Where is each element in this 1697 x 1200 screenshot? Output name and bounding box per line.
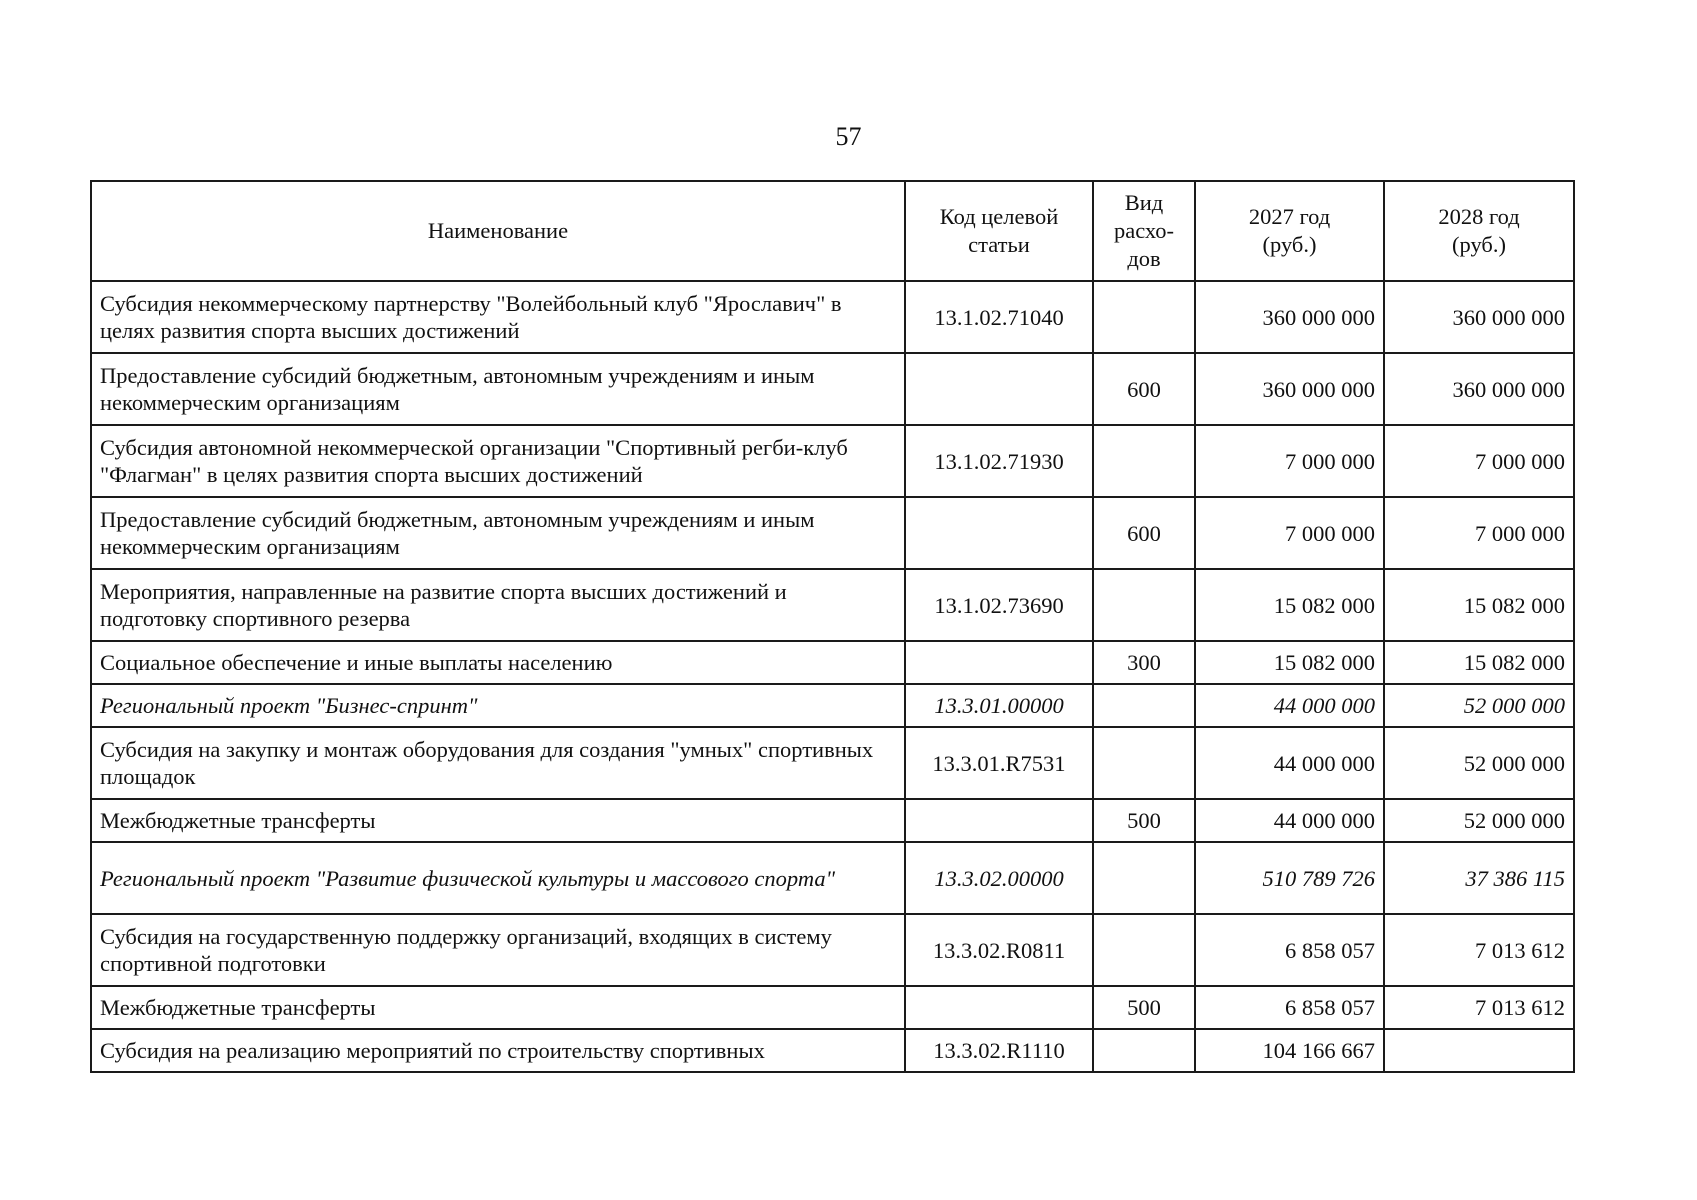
row-2028: 7 013 612 [1384, 986, 1574, 1029]
row-2028: 7 000 000 [1384, 497, 1574, 569]
row-2027: 360 000 000 [1195, 353, 1384, 425]
table-row-regional-project [91, 842, 1574, 914]
row-vid [1093, 727, 1195, 799]
budget-table [90, 180, 1575, 1073]
row-vid [1093, 281, 1195, 353]
row-name: Региональный проект "Развитие физической культуры и массового спорта" [91, 842, 905, 914]
row-code: 13.3.01.R7531 [905, 727, 1093, 799]
row-vid: 600 [1093, 497, 1195, 569]
row-name: Мероприятия, направленные на развитие спорта высших достижений и подготовку спортивного резерва [91, 569, 905, 641]
row-name: Межбюджетные трансферты [91, 986, 905, 1029]
table-row [91, 569, 1574, 641]
row-2027: 44 000 000 [1195, 684, 1384, 727]
row-code: 13.3.02.R1110 [905, 1029, 1093, 1072]
header-code-label: Код целевой статьи [939, 204, 1059, 257]
row-code [905, 353, 1093, 425]
page-number: 57 [835, 122, 862, 151]
table-row [91, 497, 1574, 569]
row-vid: 500 [1093, 799, 1195, 842]
row-code: 13.3.02.R0811 [905, 914, 1093, 986]
table-row [91, 641, 1574, 684]
table-row [91, 799, 1574, 842]
header-2028 [1384, 181, 1574, 281]
row-code: 13.1.02.71930 [905, 425, 1093, 497]
row-code: 13.1.02.71040 [905, 281, 1093, 353]
row-name: Субсидия на государственную поддержку организаций, входящих в систему спортивной подготовки [91, 914, 905, 986]
row-code [905, 497, 1093, 569]
row-2027: 15 082 000 [1195, 641, 1384, 684]
row-vid [1093, 842, 1195, 914]
table-row [91, 281, 1574, 353]
row-2028: 37 386 115 [1384, 842, 1574, 914]
table-row [91, 914, 1574, 986]
row-2027: 6 858 057 [1195, 986, 1384, 1029]
row-code: 13.3.01.00000 [905, 684, 1093, 727]
table-header-row [91, 181, 1574, 281]
row-2028: 15 082 000 [1384, 641, 1574, 684]
row-name: Региональный проект "Бизнес-спринт" [91, 684, 905, 727]
table-row [91, 425, 1574, 497]
row-vid: 500 [1093, 986, 1195, 1029]
row-2027: 15 082 000 [1195, 569, 1384, 641]
row-2028: 360 000 000 [1384, 353, 1574, 425]
row-2027: 6 858 057 [1195, 914, 1384, 986]
row-vid [1093, 1029, 1195, 1072]
table-row [91, 727, 1574, 799]
table-row [91, 353, 1574, 425]
row-code: 13.3.02.00000 [905, 842, 1093, 914]
row-vid: 300 [1093, 641, 1195, 684]
row-2027: 104 166 667 [1195, 1029, 1384, 1072]
table-row [91, 986, 1574, 1029]
row-name: Предоставление субсидий бюджетным, автономным учреждениям и иным некоммерческим организациям [91, 497, 905, 569]
table-row-regional-project [91, 684, 1574, 727]
header-code [905, 181, 1093, 281]
header-name: Наименование [91, 181, 905, 281]
row-2027: 510 789 726 [1195, 842, 1384, 914]
row-code [905, 986, 1093, 1029]
row-2027: 7 000 000 [1195, 425, 1384, 497]
row-vid [1093, 569, 1195, 641]
row-name: Субсидия на реализацию мероприятий по строительству спортивных [91, 1029, 905, 1072]
row-code [905, 641, 1093, 684]
header-2028-label: 2028 год (руб.) [1438, 204, 1520, 257]
row-name: Межбюджетные трансферты [91, 799, 905, 842]
row-2028: 7 000 000 [1384, 425, 1574, 497]
row-name: Субсидия на закупку и монтаж оборудования для создания "умных" спортивных площадок [91, 727, 905, 799]
row-vid [1093, 914, 1195, 986]
row-vid: 600 [1093, 353, 1195, 425]
row-name: Предоставление субсидий бюджетным, автономным учреждениям и иным некоммерческим организациям [91, 353, 905, 425]
row-2028: 7 013 612 [1384, 914, 1574, 986]
row-name: Социальное обеспечение и иные выплаты населению [91, 641, 905, 684]
header-2027-label: 2027 год (руб.) [1248, 204, 1331, 257]
row-2028: 52 000 000 [1384, 799, 1574, 842]
header-vid [1093, 181, 1195, 281]
row-2028 [1384, 1029, 1574, 1072]
row-vid [1093, 684, 1195, 727]
row-2028: 52 000 000 [1384, 727, 1574, 799]
row-2028: 15 082 000 [1384, 569, 1574, 641]
row-2028: 360 000 000 [1384, 281, 1574, 353]
row-2027: 44 000 000 [1195, 799, 1384, 842]
row-name: Субсидия автономной некоммерческой организации "Спортивный регби-клуб "Флагман" в целях развития спорта высших достижений [91, 425, 905, 497]
row-2027: 7 000 000 [1195, 497, 1384, 569]
row-code: 13.1.02.73690 [905, 569, 1093, 641]
row-2027: 360 000 000 [1195, 281, 1384, 353]
row-code [905, 799, 1093, 842]
table-row [91, 1029, 1574, 1072]
header-2027 [1195, 181, 1384, 281]
row-vid [1093, 425, 1195, 497]
row-2027: 44 000 000 [1195, 727, 1384, 799]
row-2028: 52 000 000 [1384, 684, 1574, 727]
header-vid-label: Вид расхо-дов [1113, 190, 1175, 271]
row-name: Субсидия некоммерческому партнерству "Волейбольный клуб "Ярославич" в целях развития спорта высших достижений [91, 281, 905, 353]
